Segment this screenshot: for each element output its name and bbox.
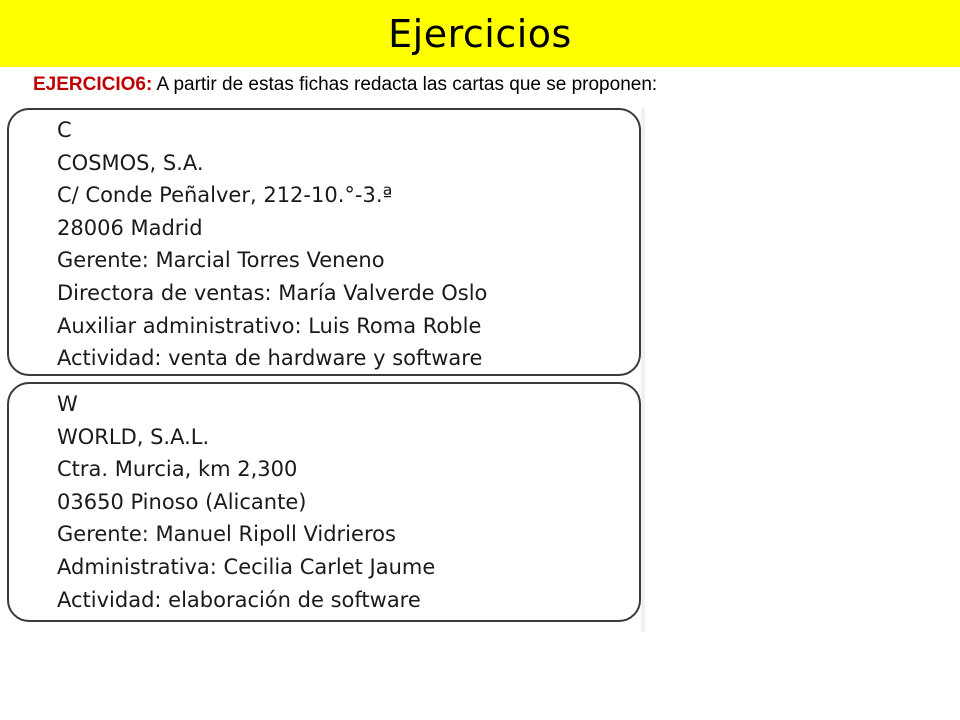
company-card-cosmos	[7, 108, 641, 376]
company-sales-director: Directora de ventas: María Valverde Oslo	[57, 280, 488, 305]
company-manager: Gerente: Marcial Torres Veneno	[57, 248, 385, 273]
slide-title: Ejercicios	[388, 11, 572, 56]
company-card-world	[7, 382, 641, 622]
title-bar	[0, 0, 960, 67]
card-index-letter: C	[57, 118, 72, 142]
company-postal-city: 03650 Pinoso (Alicante)	[57, 489, 307, 514]
company-name: WORLD, S.A.L.	[57, 424, 210, 449]
card-index-letter: W	[57, 392, 78, 416]
company-manager: Gerente: Manuel Ripoll Vidrieros	[57, 522, 396, 547]
company-street: Ctra. Murcia, km 2,300	[57, 457, 298, 482]
company-postal-city: 28006 Madrid	[57, 215, 203, 240]
company-activity: Actividad: venta de hardware y software	[57, 346, 483, 371]
exercise-label: EJERCICIO6	[33, 74, 146, 95]
company-name: COSMOS, S.A.	[57, 150, 204, 175]
card-image-edge	[641, 108, 645, 632]
company-street: C/ Conde Peñalver, 212-10.°-3.ª	[57, 183, 393, 208]
company-activity: Actividad: elaboración de software	[57, 587, 421, 612]
exercise-label-colon: :	[145, 74, 153, 95]
exercise-text: A partir de estas fichas redacta las cartas que se proponen:	[152, 74, 658, 95]
company-admin-assistant: Auxiliar administrativo: Luis Roma Roble	[57, 313, 482, 338]
card-lines	[57, 114, 487, 375]
card-lines	[57, 388, 435, 616]
company-administrative: Administrativa: Cecilia Carlet Jaume	[57, 554, 436, 579]
exercise-instruction	[33, 74, 657, 96]
